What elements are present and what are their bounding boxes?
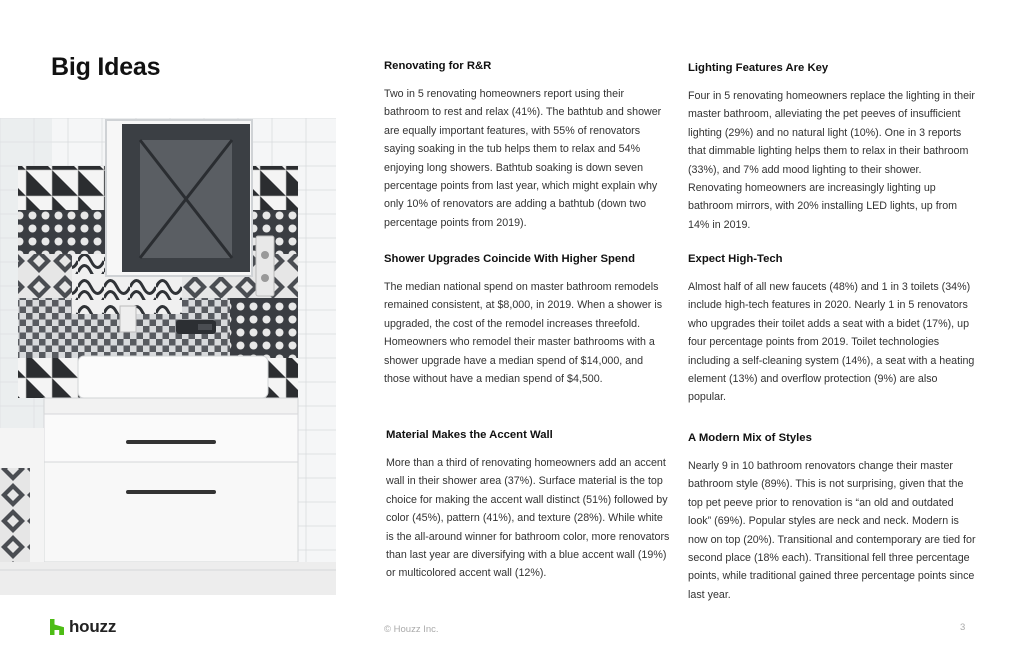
section-body: Almost half of all new faucets (48%) and 1 in 3 toilets (34%) include high-tech features in 2020. Nearly 1 in 5 renovators who upgrades their toilet adds a seat with a bidet (17%), up four percentage points from 2019. Toilet technologies including a self-cleaning system (14%), a seat with a heating element (13%) and overflow protection (9%) are also popular. xyxy=(688,281,975,404)
section-modern-mix xyxy=(688,431,978,604)
section-heading: A Modern Mix of Styles xyxy=(688,432,812,444)
houzz-logo xyxy=(50,617,116,637)
section-heading: Renovating for R&R xyxy=(384,60,492,72)
section-body: Four in 5 renovating homeowners replace the lighting in their master bathroom, alleviating the pet peeves of insufficient lighting (29%) and no natural light (10%). One in 3 reports that dimmable lighting helps them to relax in their bathroom (33%), and 7% add mood lighting to their shower. Renovating homeowners are increasingly lighting up bathroom mirrors, with 20% installing LED lights, up from 14% in 2019. xyxy=(688,90,975,231)
bathroom-photo xyxy=(0,118,336,595)
section-heading: Material Makes the Accent Wall xyxy=(386,429,553,441)
section-lighting-features xyxy=(688,61,978,234)
section-accent-wall xyxy=(386,428,671,583)
copyright-text: © Houzz Inc. xyxy=(384,624,439,635)
section-shower-upgrades xyxy=(384,252,669,388)
section-body: Two in 5 renovating homeowners report using their bathroom to rest and relax (41%). The bathtub and shower are equally important features, with 55% of renovators saying soaking in the tub helps them to relax and 54% enjoying long showers. Bathtub soaking is down seven percentage points from last year, which might explain why only 10% of renovators are adding a bathtub (down two percentage points from 2019). xyxy=(384,88,662,229)
section-body: The median national spend on master bathroom remodels remained consistent, at $8,000, in 2019. When a shower is upgraded, the cost of the remodel increases threefold. Homeowners who remodel their master bathrooms with a shower upgrade have a median spend of $14,000, and those without have a median spend of $4,500. xyxy=(384,281,663,386)
page-number: 3 xyxy=(960,622,966,633)
section-body: More than a third of renovating homeowners add an accent wall in their shower area (37%). Surface material is the top choice for making the accent wall distinct (51%) followed by color (45%), pattern (41%), and texture (28%). While white is the all-around winner for bathroom color, more renovators than last year are diversifying with a blue accent wall (19%) or multicolored accent wall (12%). xyxy=(386,457,670,580)
brand-name: houzz xyxy=(69,617,117,636)
section-body: Nearly 9 in 10 bathroom renovators change their master bathroom style (89%). This is not surprising, given that the top pet peeve prior to renovation is “an old and outdated look” (69%). Popular styles are neck and neck. Modern is now on top (20%). Transitional and contemporary are tied for second place (18% each). Transitional fell three percentage points, while traditional gained three percentage points since last year. xyxy=(688,460,976,601)
page-title: Big Ideas xyxy=(51,53,161,81)
section-heading: Lighting Features Are Key xyxy=(688,62,829,74)
section-renovating-for-rr xyxy=(384,59,669,232)
section-heading: Shower Upgrades Coincide With Higher Spend xyxy=(384,253,635,265)
section-heading: Expect High-Tech xyxy=(688,253,783,265)
houzz-logo-icon xyxy=(50,619,64,635)
section-high-tech xyxy=(688,252,978,407)
